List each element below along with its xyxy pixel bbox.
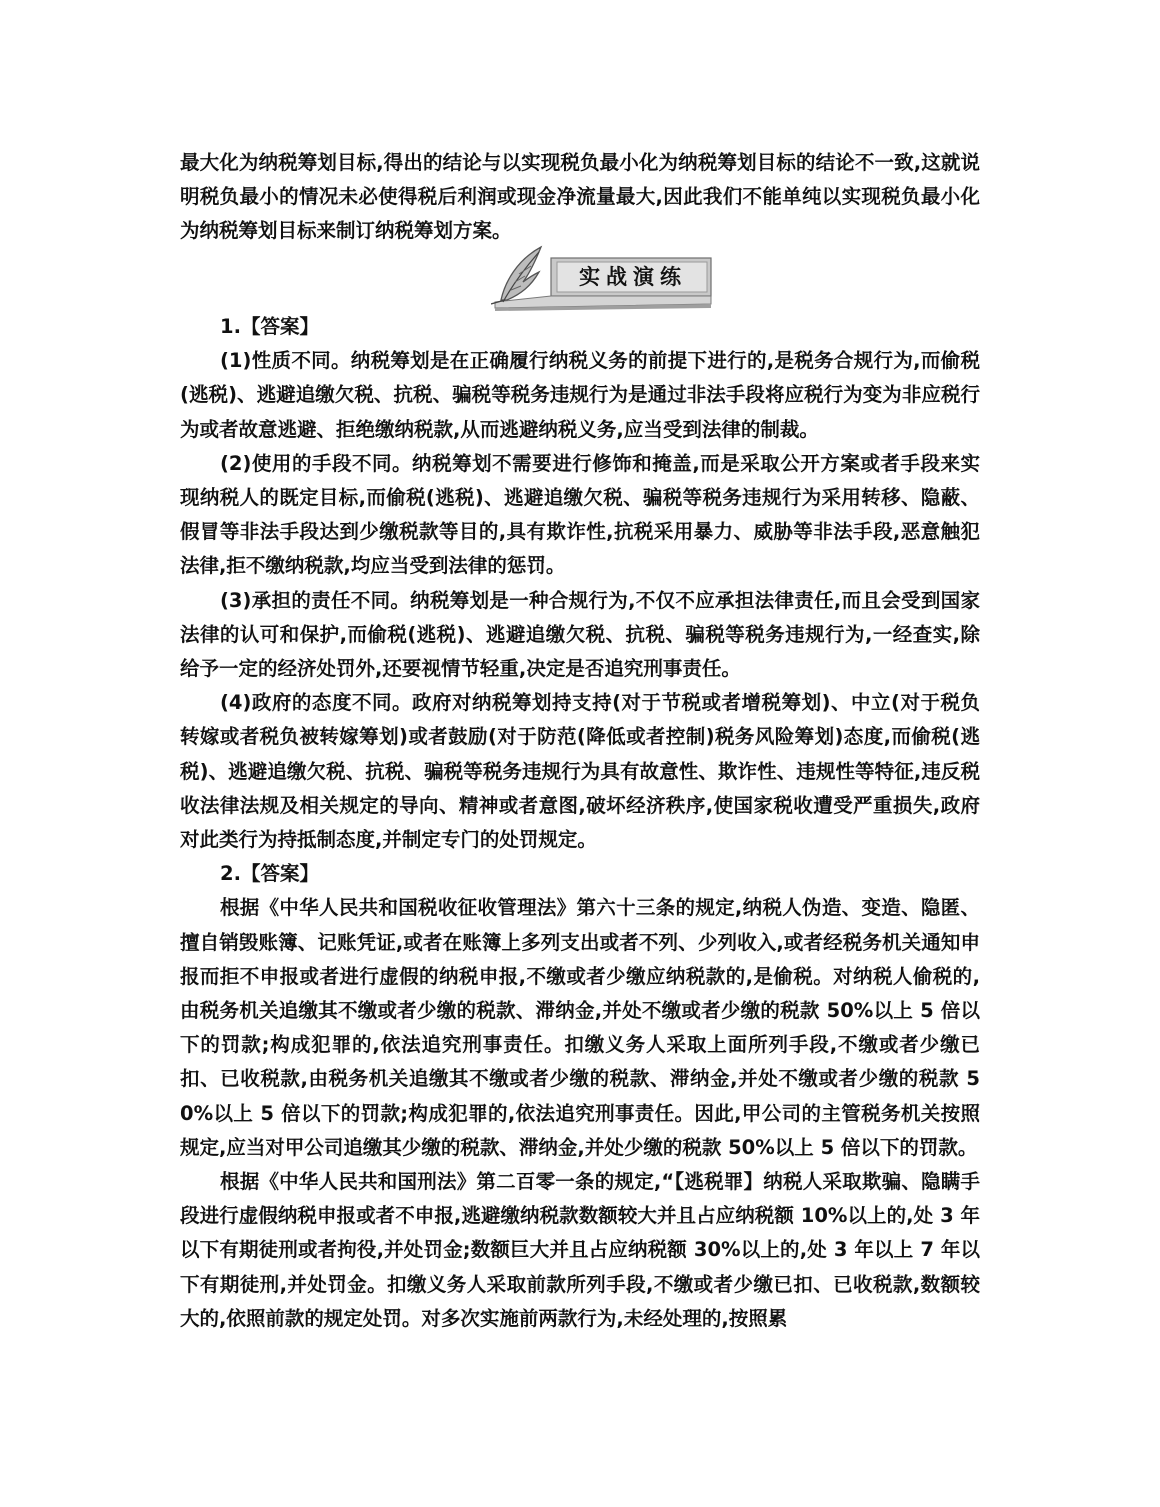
answer-1-label: 1.【答案】	[220, 315, 319, 338]
intro-paragraph-block	[180, 146, 980, 249]
paragraph-government-attitude: (4)政府的态度不同。政府对纳税筹划持支持(对于节税或者增税筹划)、中立(对于税负转嫁或者税负被转嫁筹划)或者鼓励(对于防范(降低或者控制)税务风险筹划)态度,而偷税(逃税)、逃避追缴欠税、抗税、骗税等税务违规行为具有故意性、欺诈性、违规性等特征,违反税收法律法规及相关规定的导向、精神或者意图,破坏经济秩序,使国家税收遭受严重损失,政府对此类行为持抵制态度,并制定专门的处罚规定。	[180, 691, 980, 852]
answer-2-label: 2.【答案】	[220, 862, 319, 886]
paragraph-criminal-law: 根据《中华人民共和国刑法》第二百零一条的规定,“【逃税罪】纳税人采取欺骗、隐瞒手段进行虚假纳税申报或者不申报,逃避缴纳税款数额较大并且占应纳税额 10%以上的,处 3 年以下有期徒刑或者拘役,并处罚金;数额巨大并且占应纳税额 30%以上的,处 3 年以上 7 年以下有期徒刑,并处罚金。扣缴义务人采取前款所列手段,不缴或者少缴已扣、已收税款,数额较大的,依照前款的规定处罚。对多次实施前两款行为,未经处理的,按照累	[180, 1170, 980, 1330]
answers-block	[180, 310, 980, 1336]
section-heading-banner	[491, 244, 716, 312]
paragraph-tax-admin-law: 根据《中华人民共和国税收征收管理法》第六十三条的规定,纳税人伪造、变造、隐匿、擅自销毁账簿、记账凭证,或者在账簿上多列支出或者不列、少列收入,或者经税务机关通知申报而拒不申报或者进行虚假的纳税申报,不缴或者少缴应纳税款的,是偷税。对纳税人偷税的,由税务机关追缴其不缴或者少缴的税款、滞纳金,并处不缴或者少缴的税款 50%以上 5 倍以下的罚款;构成犯罪的,依法追究刑事责任。扣缴义务人采取上面所列手段,不缴或者少缴已扣、已收税款,由税务机关追缴其不缴或者少缴的税款、滞纳金,并处不缴或者少缴的税款 50%以上 5 倍以下的罚款;构成犯罪的,依法追究刑事责任。因此,甲公司的主管税务机关按照规定,应当对甲公司追缴其少缴的税款、滞纳金,并处少缴的税款 50%以上 5 倍以下的罚款。	[180, 896, 980, 1159]
paragraph-liability: (3)承担的责任不同。纳税筹划是一种合规行为,不仅不应承担法律责任,而且会受到国家法律的认可和保护,而偷税(逃税)、逃避追缴欠税、抗税、骗税等税务违规行为,一经查实,除给予一定的经济处罚外,还要视情节轻重,决定是否追究刑事责任。	[180, 588, 980, 681]
paragraph-means: (2)使用的手段不同。纳税筹划不需要进行修饰和掩盖,而是采取公开方案或者手段来实现纳税人的既定目标,而偷税(逃税)、逃避追缴欠税、骗税等税务违规行为采用转移、隐蔽、假冒等非法手段达到少缴税款等目的,具有欺诈性,抗税采用暴力、威胁等非法手段,恶意触犯法律,拒不缴纳税款,均应当受到法律的惩罚。	[180, 451, 980, 578]
paragraph-nature: (1)性质不同。纳税筹划是在正确履行纳税义务的前提下进行的,是税务合规行为,而偷税(逃税)、逃避追缴欠税、抗税、骗税等税务违规行为是通过非法手段将应税行为变为非应税行为或者故意逃避、拒绝缴纳税款,从而逃避纳税义务,应当受到法律的制裁。	[180, 349, 980, 441]
section-heading: 实战演练	[579, 265, 687, 289]
intro-paragraph: 最大化为纳税筹划目标,得出的结论与以实现税负最小化为纳税筹划目标的结论不一致,这就说明税负最小的情况未必使得税后利润或现金净流量最大,因此我们不能单纯以实现税负最小化为纳税筹划目标来制订纳税筹划方案。	[180, 151, 980, 243]
